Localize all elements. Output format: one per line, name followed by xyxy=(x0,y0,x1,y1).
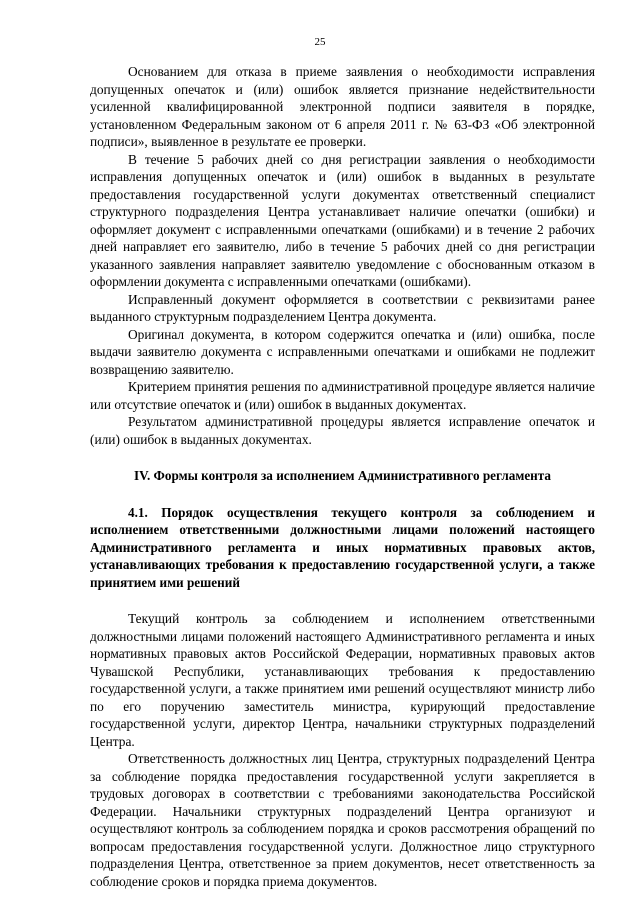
paragraph: Основанием для отказа в приеме заявления о необходимости исправления допущенных опечаток и (или) ошибок является признание недействительности усиленной квалифицированной электронной подписи заявителя в порядке, установленном Федеральным законом от 6 апреля 2011 г. № 63-ФЗ «Об электронной подписи», выявленное в результате ее проверки. xyxy=(90,64,595,149)
subsection-heading: 4.1. Порядок осуществления текущего контроля за соблюдением и исполнением ответственными должностными лицами положений настоящего Административного регламента и иных нормативных правовых актов, устанавливающих требования к предоставлению государственной услуги, а также принятием ими решений xyxy=(90,504,595,590)
paragraph: В течение 5 рабочих дней со дня регистрации заявления о необходимости исправления допущенных опечаток и (или) ошибок в выданных в результате предоставления государственной услуги документах ответственный специалист структурного подразделения Центра устанавливает наличие опечатки (ошибки) и оформляет документ с исправленными опечатками (ошибками) и в течение 2 рабочих дней направляет его заявителю, либо в течение 5 рабочих дней со дня регистрации указанного заявления направляет заявителю уведомление с обоснованным отказом в оформлении документа с исправленными опечатками (ошибками). xyxy=(90,151,595,289)
paragraph: Ответственность должностных лиц Центра, структурных подразделений Центра за соблюдение порядка предоставления государственной услуги закрепляется в трудовых договорах в соответствии с требованиями законодательства Российской Федерации. Начальники структурных подразделений Центра организуют и осуществляют контроль за соблюдением порядка и сроков рассмотрения обращений по вопросам предоставления государственной услуги. Должностное лицо структурного подразделения Центра, ответственное за прием документов, несет ответственность за соблюдение сроков и порядка приема документов. xyxy=(90,751,595,889)
paragraph: Текущий контроль за соблюдением и исполнением ответственными должностными лицами положений настоящего Административного регламента и иных нормативных правовых актов Российской Федерации, нормативных правовых актов Чувашской Республики, устанавливающих требования к предоставлению государственной услуги, а также принятием ими решений осуществляют министр либо по его поручению заместитель министра, курирующий предоставление государственной услуги, директор Центра, начальники структурных подразделений Центра. xyxy=(90,611,595,749)
section-heading: IV. Формы контроля за исполнением Административного регламента xyxy=(133,468,551,483)
paragraph: Исправленный документ оформляется в соответствии с реквизитами ранее выданного структурным подразделением Центра документа. xyxy=(90,291,595,324)
paragraph: Критерием принятия решения по административной процедуре является наличие или отсутствие опечаток и (или) ошибок в выданных документах. xyxy=(90,379,595,412)
page-content xyxy=(90,63,595,890)
paragraph: Результатом административной процедуры является исправление опечаток и (или) ошибок в выданных документах. xyxy=(90,414,595,447)
page-number: 25 xyxy=(314,36,326,48)
paragraph: Оригинал документа, в котором содержится опечатка и (или) ошибка, после выдачи заявителю документа с исправленными опечатками и ошибками не подлежит возвращению заявителю. xyxy=(90,326,595,377)
